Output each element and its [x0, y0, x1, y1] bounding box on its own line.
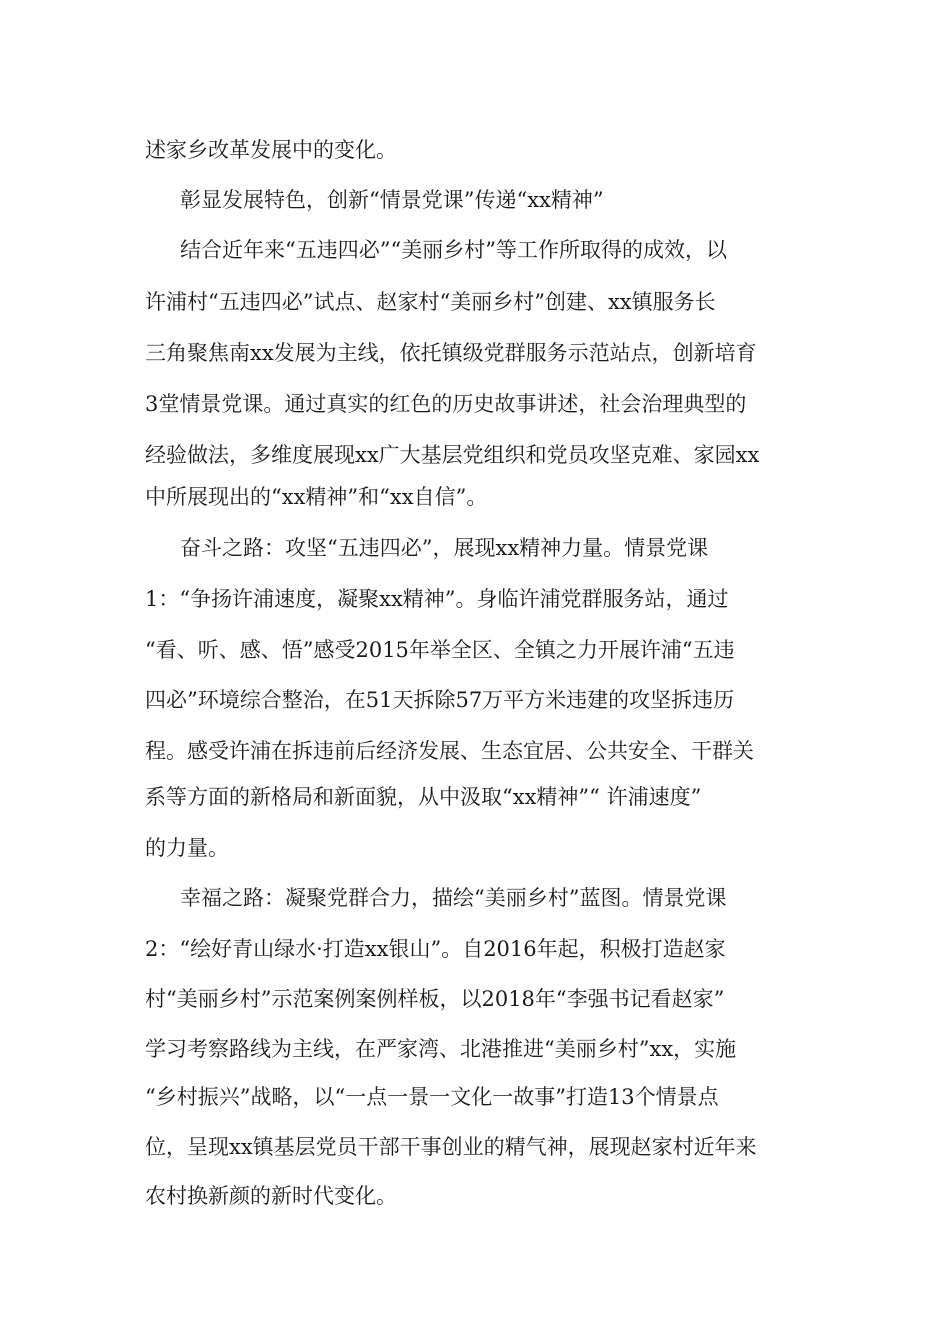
- text-line: 幸福之路：凝聚党群合力，描绘“美丽乡村”蓝图。情景党课: [180, 886, 727, 910]
- text-line: 2：“绘好青山绿水·打造xx银山”。自2016年起，积极打造赵家: [145, 937, 726, 961]
- text-line: 1：“争扬许浦速度，凝聚xx精神”。身临许浦党群服务站，通过: [145, 587, 729, 611]
- text-line: 农村换新颜的新时代变化。: [145, 1184, 397, 1208]
- text-line: “乡村振兴”战略，以“一点一景一文化一故事”打造13个情景点: [145, 1085, 719, 1109]
- text-line: 村“美丽乡村”示范案例案例样板，以2018年“李强书记看赵家”: [145, 987, 725, 1011]
- text-line: 位，呈现xx镇基层党员干部干事创业的精气神，展现赵家村近年来: [145, 1135, 757, 1159]
- text-line: 程。感受许浦在拆违前后经济发展、生态宜居、公共安全、干群关: [145, 739, 754, 763]
- text-line: 系等方面的新格局和新面貌，从中汲取“xx精神”“ 许浦速度”: [145, 785, 702, 809]
- text-line: 许浦村“五违四必”试点、赵家村“美丽乡村”创建、xx镇服务长: [145, 290, 716, 314]
- text-line: 奋斗之路：攻坚“五违四必”，展现xx精神力量。情景党课: [180, 536, 709, 560]
- text-line: 中所展现出的“xx精神”和“xx自信”。: [145, 485, 488, 509]
- text-line: “看、听、感、悟”感受2015年举全区、全镇之力开展许浦“五违: [145, 638, 735, 662]
- text-line: 述家乡改革发展中的变化。: [145, 138, 397, 162]
- text-line: 经验做法，多维度展现xx广大基层党组织和党员攻坚克难、家园xx: [145, 443, 760, 467]
- text-line: 结合近年来“五违四必”“美丽乡村”等工作所取得的成效，以: [180, 238, 727, 262]
- text-line: 3堂情景党课。通过真实的红色的历史故事讲述，社会治理典型的: [145, 392, 747, 416]
- text-line: 三角聚焦南xx发展为主线，依托镇级党群服务示范站点，创新培育: [145, 341, 757, 365]
- text-line: 四必”环境综合整治，在51天拆除57万平方米违建的攻坚拆违历: [145, 688, 735, 712]
- text-line: 的力量。: [145, 836, 229, 860]
- text-line: 学习考察路线为主线，在严家湾、北港推进“美丽乡村”xx，实施: [145, 1037, 737, 1061]
- section-heading: 彰显发展特色，创新“情景党课”传递“xx精神”: [180, 188, 604, 212]
